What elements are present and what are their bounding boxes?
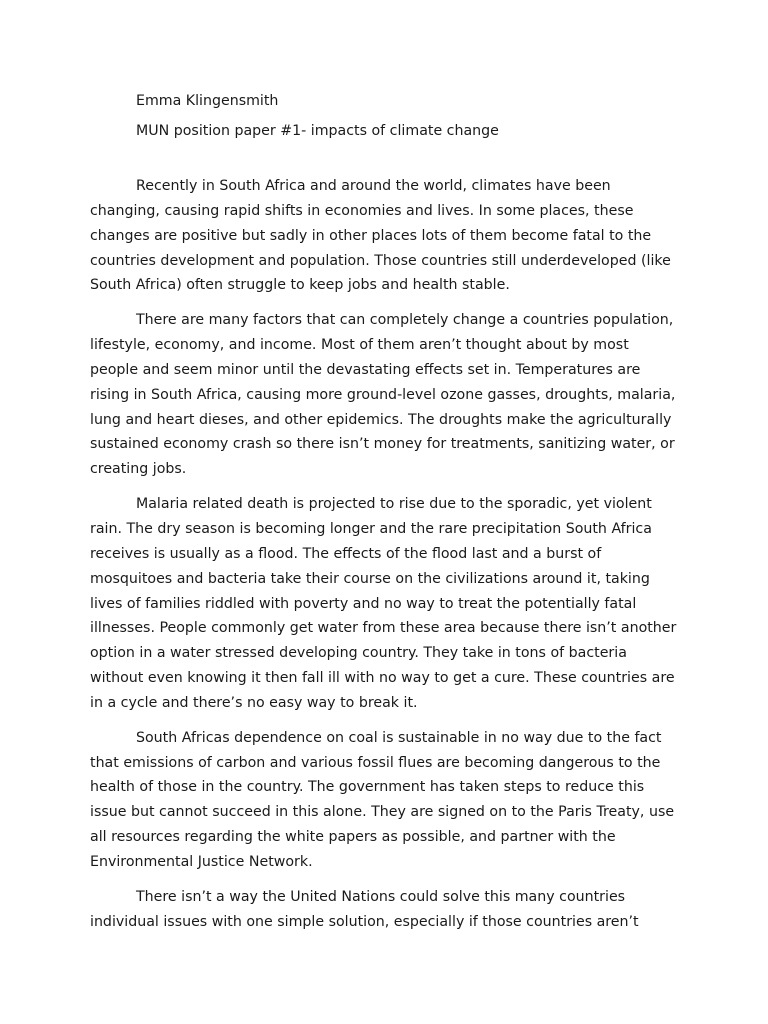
paragraph-2: There are many factors that can completely change a countries population, lifestyle, economy, and income. Most of them aren’t thought about by most people and seem minor until the devastating effects set in. Temperatures are rising in South Africa, causing more ground-level ozone gasses, droughts, malaria, lung and heart dieses, and other epidemics. The droughts make the agriculturally sustained economy crash so there isn’t money for treatments, sanitizing water, or creating jobs. (90, 312, 676, 478)
paragraph-5: There isn’t a way the United Nations could solve this many countries individual issues with one simple solution, especially if those countries aren’t (90, 888, 639, 930)
paragraph-1: Recently in South Africa and around the world, climates have been changing, causing rapid shifts in economies and lives. In some places, these changes are positive but sadly in other places lots of them become fatal to the countries development and population. Those countries still underdeveloped (like South Africa) often struggle to keep jobs and health stable. (90, 178, 671, 294)
paragraph-4: South Africas dependence on coal is sustainable in no way due to the fact that emissions of carbon and various fossil flues are becoming dangerous to the health of those in the country. The government has taken steps to reduce this issue but cannot succeed in this alone. They are signed on to the Paris Treaty, use all resources regarding the white papers as possible, and partner with the Environmental Justice Network. (90, 729, 675, 870)
author-name: Emma Klingensmith (136, 93, 279, 109)
document-body (90, 174, 680, 944)
paragraph-3: Malaria related death is projected to rise due to the sporadic, yet violent rain. The dry season is becoming longer and the rare precipitation South Africa receives is usually as a flood. The effects of the flood last and a burst of mosquitoes and bacteria take their course on the civilizations around it, taking lives of families riddled with poverty and no way to treat the potentially fatal illnesses. People commonly get water from these area because there isn’t another option in a water stressed developing country. They take in tons of bacteria without even knowing it then fall ill with no way to get a cure. These countries are in a cycle and there’s no easy way to break it. (90, 496, 677, 711)
document-title: MUN position paper #1- impacts of climate change (136, 123, 499, 139)
